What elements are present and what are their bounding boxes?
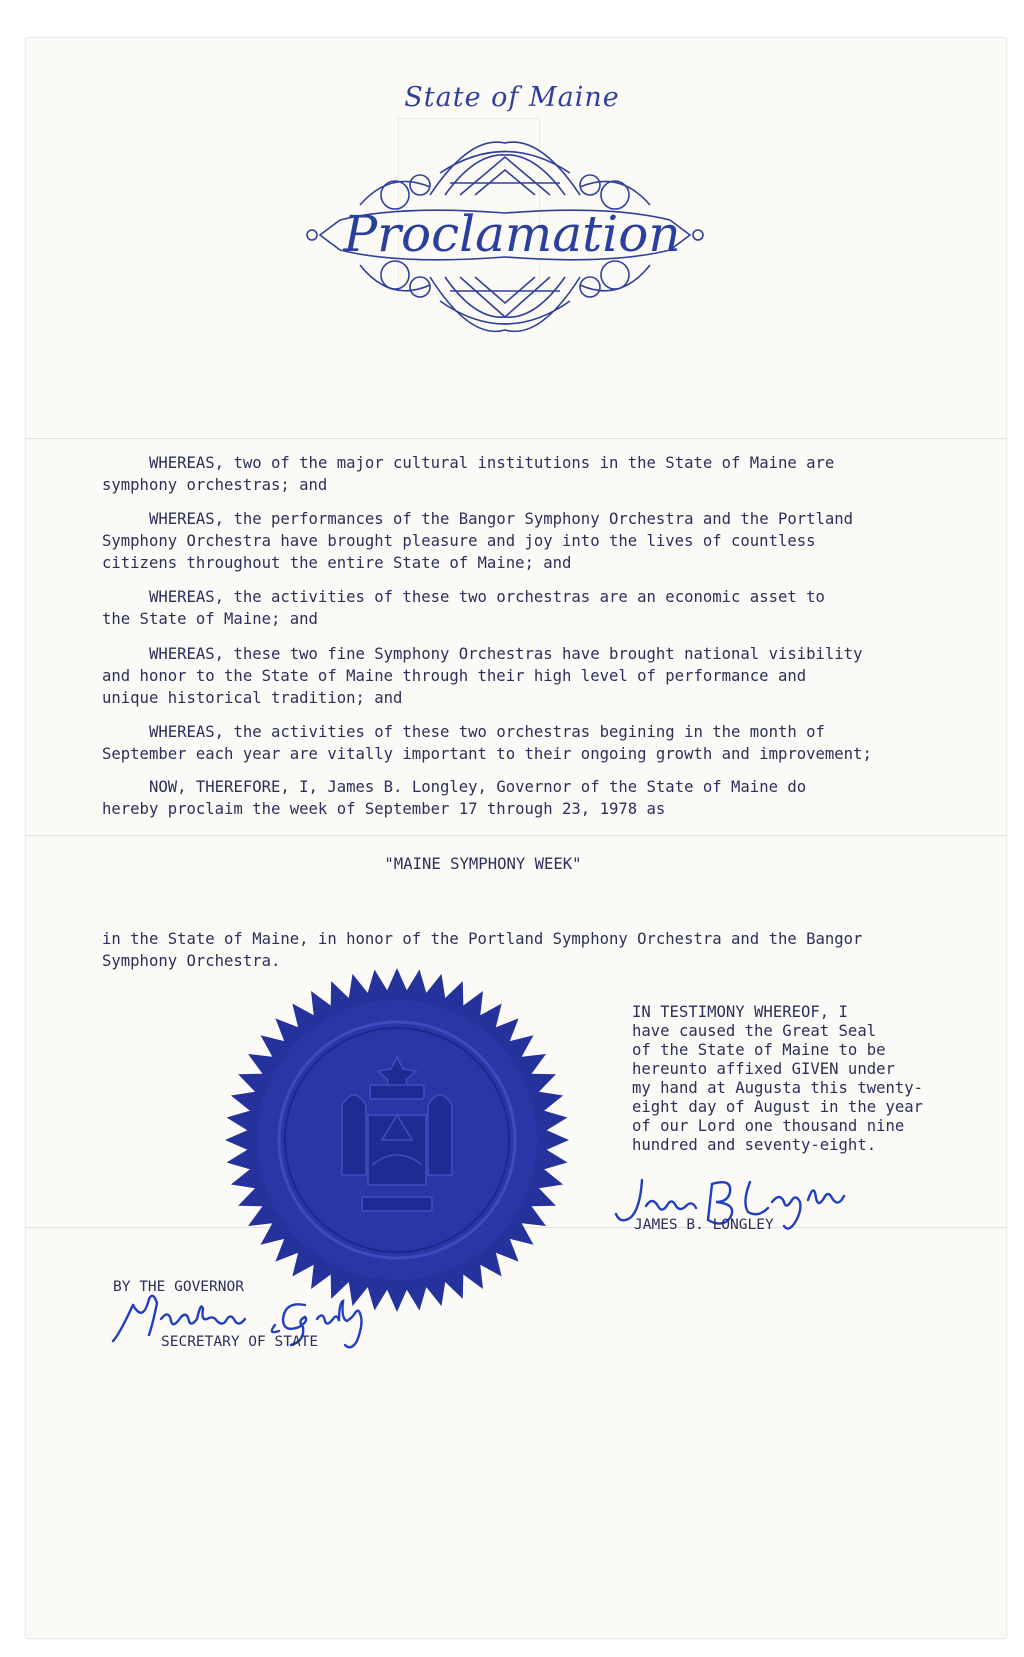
secretary-signature-icon (105, 1285, 435, 1375)
whereas-paragraph: WHEREAS, these two fine Symphony Orchestras have brought national visibility and honor to the State of Maine through their high level of performance and unique historical tradition; and (102, 645, 863, 707)
testimony-clause: IN TESTIMONY WHEREOF, I have caused the Great Seal of the State of Maine to be hereunto affixed GIVEN under my hand at Augusta this twenty- eight day of August in the year of our Lord one thousand nine hundred and seventy-eight. (632, 1003, 924, 1154)
now-therefore-paragraph: NOW, THEREFORE, I, James B. Longley, Governor of the State of Maine do hereby proclaim the week of September 17 through 23, 1978 as (102, 778, 807, 818)
closing-paragraph: in the State of Maine, in honor of the Portland Symphony Orchestra and the Bangor Symphony Orchestra. (102, 930, 863, 970)
secretary-of-state-label: SECRETARY OF STATE (161, 1334, 319, 1350)
by-the-governor-label: BY THE GOVERNOR (113, 1279, 244, 1295)
whereas-paragraph: WHEREAS, two of the major cultural institutions in the State of Maine are symphony orchestras; and (102, 454, 835, 494)
whereas-paragraph: WHEREAS, the activities of these two orchestras begining in the month of September each year are vitally important to their ongoing growth and improvement; (102, 723, 872, 763)
whereas-paragraph: WHEREAS, the performances of the Bangor Symphony Orchestra and the Portland Symphony Orchestra have brought pleasure and joy into the lives of countless citizens throughout the entire State of Maine; and (102, 510, 854, 572)
whereas-paragraph: WHEREAS, the activities of these two orchestras are an economic asset to the State of Maine; and (102, 588, 825, 628)
proclaimed-week-title: "MAINE SYMPHONY WEEK" (384, 855, 582, 873)
proclamation-title: Proclamation (343, 205, 681, 263)
governor-name: JAMES B. LONGLEY (634, 1217, 774, 1233)
state-heading: State of Maine (404, 82, 620, 113)
fold-line (26, 835, 1006, 836)
great-seal-icon (222, 965, 572, 1315)
fold-line (26, 438, 1006, 439)
